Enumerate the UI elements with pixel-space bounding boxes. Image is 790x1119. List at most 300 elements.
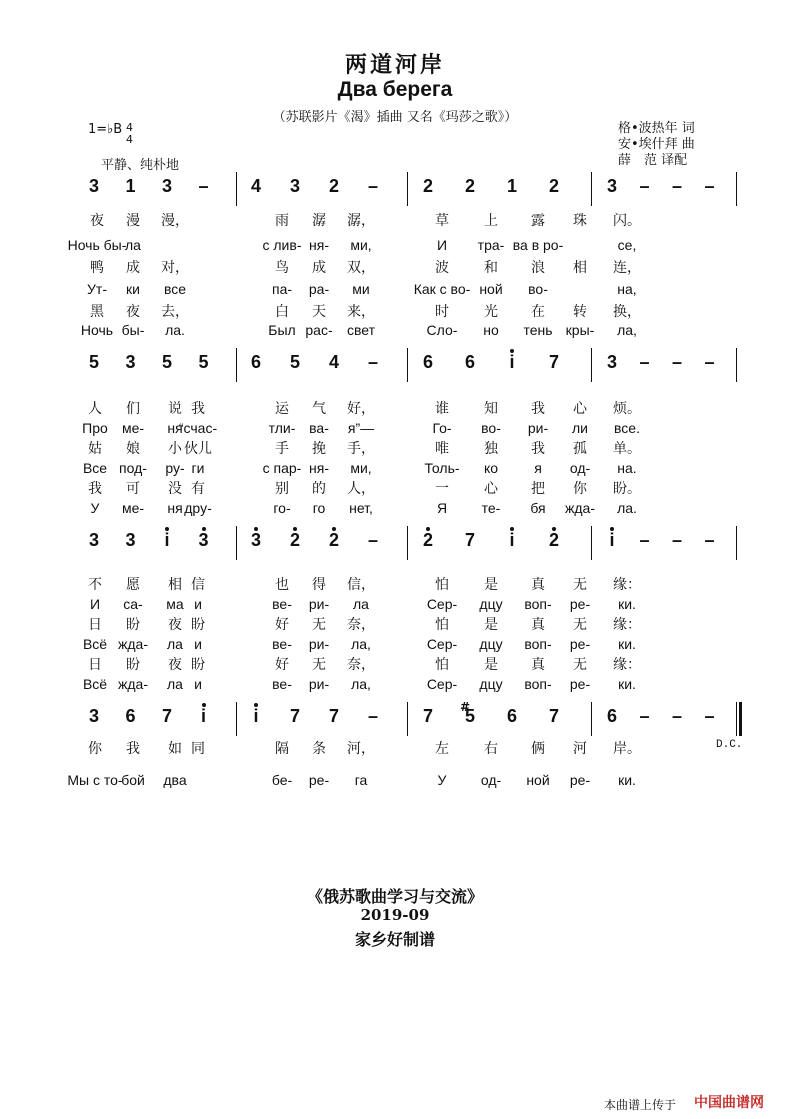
lyric-syllable: ру- xyxy=(165,460,185,476)
lyric-syllable: 夜 xyxy=(168,616,182,632)
lyric-syllable: 盼 xyxy=(126,616,140,632)
lyric-syllable: 信 xyxy=(191,576,205,592)
note: 6 xyxy=(125,706,136,726)
lyric-syllable: 无 xyxy=(312,656,326,672)
lyric-syllable: 心 xyxy=(573,400,587,416)
lyric-syllable: все. xyxy=(614,420,640,436)
lyric-syllable: 成 xyxy=(312,259,326,275)
lyric-syllable: 我 xyxy=(126,740,140,756)
lyric-syllable: 运 xyxy=(275,400,289,416)
lyric-syllable: 好 xyxy=(275,616,289,632)
lyric-syllable: воп- xyxy=(524,596,552,612)
lyric-syllable: ре- xyxy=(569,596,591,612)
lyric-syllable: 人 xyxy=(88,400,102,416)
subtitle: （苏联影片《渴》插曲 又名《玛莎之歌》） xyxy=(272,110,518,125)
time-signature-top: 4 xyxy=(126,121,133,134)
lyric-syllable: 愿 xyxy=(126,576,140,592)
lyric-syllable: 双， xyxy=(347,259,375,275)
lyric-syllable: 相 xyxy=(573,259,587,275)
note: 6 xyxy=(464,352,475,372)
lyric-syllable: 是 xyxy=(484,616,498,632)
lyric-syllable: 奈， xyxy=(347,616,375,632)
dash-extension: – xyxy=(639,706,650,726)
dash-extension: – xyxy=(671,352,682,372)
title-russian: Два берега xyxy=(337,78,453,101)
credit-lyricist: 格•波热年 词 xyxy=(618,121,695,136)
lyric-syllable: и xyxy=(194,636,202,652)
dash-extension: – xyxy=(671,706,682,726)
lyric-syllable: ла xyxy=(353,596,369,612)
lyric-syllable: 漫， xyxy=(161,212,189,228)
lyric-syllable: на, xyxy=(617,281,637,297)
lyric-syllable: 我 xyxy=(88,480,102,496)
lyric-syllable: Сер- xyxy=(426,636,458,652)
bar-line xyxy=(407,702,408,736)
bar-line xyxy=(591,172,592,206)
note: 3 xyxy=(125,352,136,372)
lyric-syllable: с пар- xyxy=(262,460,302,476)
lyric-syllable: го- xyxy=(273,500,291,516)
lyric-syllable: 浪 xyxy=(531,259,545,275)
note: 3 xyxy=(289,176,300,196)
lyric-syllable: Толь- xyxy=(424,460,460,476)
lyric-syllable: 漫 xyxy=(126,212,140,228)
dash-extension: – xyxy=(639,176,650,196)
lyric-syllable: 相 xyxy=(168,576,182,592)
dash-extension: – xyxy=(671,530,682,550)
lyric-syllable: ной xyxy=(479,281,503,297)
credits xyxy=(618,121,695,169)
footer-date: 2019-09 xyxy=(360,906,430,924)
lyric-syllable: жда- xyxy=(118,636,148,652)
note: 3 xyxy=(125,530,136,550)
lyric-syllable: 别 xyxy=(275,480,289,496)
lyric-syllable: 无 xyxy=(312,616,326,632)
lyric-syllable: 俩 xyxy=(531,740,545,756)
note: 2 xyxy=(289,530,300,550)
lyric-syllable: 转 xyxy=(573,303,587,319)
lyric-syllable: на. xyxy=(617,460,637,476)
lyric-syllable: 小 xyxy=(168,440,182,456)
lyric-syllable: ве- xyxy=(272,636,292,652)
note: 5 xyxy=(88,352,99,372)
lyric-syllable: ла, xyxy=(617,322,637,338)
note: 4 xyxy=(250,176,261,196)
lyric-syllable: те- xyxy=(481,500,501,516)
lyric-syllable: ми, xyxy=(350,460,372,476)
lyric-syllable: Всё xyxy=(82,676,108,692)
lyric-syllable: 一 xyxy=(435,480,449,496)
lyric-syllable: ки. xyxy=(618,636,636,652)
lyric-syllable: 你 xyxy=(88,740,102,756)
site-brand: 中国曲谱网 xyxy=(694,1095,764,1111)
lyric-syllable: 盼 xyxy=(191,656,205,672)
note: 2 xyxy=(422,176,433,196)
note: 3 xyxy=(88,530,99,550)
lyric-syllable: Как с во- xyxy=(413,281,471,297)
lyric-syllable: ве- xyxy=(272,596,292,612)
lyric-syllable: 缘： xyxy=(613,616,641,632)
dash-extension: – xyxy=(367,176,378,196)
lyric-syllable: дру- xyxy=(184,500,212,516)
lyric-syllable: И xyxy=(89,596,101,612)
lyric-syllable: Мы с то- xyxy=(67,772,123,788)
lyric-syllable: 成 xyxy=(126,259,140,275)
lyric-syllable: 右 xyxy=(484,740,498,756)
lyric-syllable: 时 xyxy=(435,303,449,319)
note: 3 xyxy=(606,176,617,196)
final-bar-line xyxy=(739,702,742,736)
lyric-syllable: У xyxy=(90,500,100,516)
lyric-syllable: ла xyxy=(167,676,183,692)
lyric-syllable: Я xyxy=(436,500,448,516)
note: 7 xyxy=(289,706,300,726)
note: i xyxy=(509,352,515,372)
lyric-syllable: 黑 xyxy=(90,303,104,319)
lyric-syllable: тра- xyxy=(477,237,505,253)
bar-line xyxy=(407,348,408,382)
lyric-syllable: 你 xyxy=(573,480,587,496)
dash-extension: – xyxy=(704,530,715,550)
bar-line xyxy=(591,348,592,382)
lyric-syllable: ной xyxy=(526,772,550,788)
lyric-syllable: 们 xyxy=(126,400,140,416)
lyric-syllable: ва в ро- xyxy=(512,237,564,253)
lyric-syllable: 谁 xyxy=(435,400,449,416)
lyric-syllable: 夜 xyxy=(168,656,182,672)
note: 5 xyxy=(161,352,172,372)
lyric-syllable: 无 xyxy=(573,656,587,672)
bar-line xyxy=(236,526,237,560)
lyric-syllable: ня- xyxy=(309,460,329,476)
bar-line xyxy=(407,526,408,560)
lyric-syllable: 换， xyxy=(613,303,641,319)
lyric-syllable: 上 xyxy=(484,212,498,228)
note: 7 xyxy=(548,706,559,726)
lyric-syllable: 好 xyxy=(275,656,289,672)
lyric-syllable: са- xyxy=(123,596,143,612)
lyric-syllable: 是 xyxy=(484,576,498,592)
lyric-syllable: га xyxy=(354,772,368,788)
lyric-syllable: 有 xyxy=(191,480,205,496)
lyric-syllable: 单。 xyxy=(613,440,641,456)
lyric-syllable: ми xyxy=(352,281,370,297)
lyric-syllable: 白 xyxy=(275,303,289,319)
lyric-syllable: 日 xyxy=(88,656,102,672)
lyric-syllable: 人， xyxy=(347,480,375,496)
lyric-syllable: Сер- xyxy=(426,676,458,692)
lyric-syllable: 我 xyxy=(531,400,545,416)
lyric-syllable: Все xyxy=(82,460,108,476)
lyric-syllable: 气 xyxy=(312,400,326,416)
lyric-syllable: ве- xyxy=(272,676,292,692)
bar-line xyxy=(236,348,237,382)
lyric-syllable: тень xyxy=(523,322,553,338)
lyric-syllable: 得 xyxy=(312,576,326,592)
lyric-syllable: 手 xyxy=(275,440,289,456)
lyric-syllable: 波 xyxy=(435,259,449,275)
lyric-syllable: 真 xyxy=(531,616,545,632)
lyric-syllable: 岸。 xyxy=(613,740,641,756)
lyric-syllable: 条 xyxy=(312,740,326,756)
lyric-syllable: У xyxy=(437,772,447,788)
lyric-syllable: и xyxy=(194,596,202,612)
lyric-syllable: ла, xyxy=(351,636,371,652)
tempo-marking: 平静、纯朴地 xyxy=(101,158,180,173)
lyric-syllable: ми, xyxy=(350,237,372,253)
lyric-syllable: бя xyxy=(530,500,546,516)
lyric-syllable: ре- xyxy=(569,772,591,788)
lyric-syllable: 河 xyxy=(573,740,587,756)
dash-extension: – xyxy=(367,706,378,726)
dash-extension: – xyxy=(704,352,715,372)
note: 3 xyxy=(88,706,99,726)
bar-line xyxy=(736,702,737,736)
lyric-syllable: 我 xyxy=(191,400,205,416)
note: 1 xyxy=(506,176,517,196)
lyric-syllable: 孤 xyxy=(573,440,587,456)
lyric-syllable: 盼。 xyxy=(613,480,641,496)
note: 7 xyxy=(422,706,433,726)
credit-translator: 薛 范 译配 xyxy=(618,153,688,168)
lyric-syllable: 独 xyxy=(484,440,498,456)
lyric-syllable: 可 xyxy=(126,480,140,496)
note: 3 xyxy=(198,530,209,550)
lyric-syllable: с лив- xyxy=(262,237,302,253)
note: 4 xyxy=(328,352,339,372)
lyric-syllable: “счас- xyxy=(178,420,218,436)
note: i xyxy=(609,530,615,550)
note: 3 xyxy=(161,176,172,196)
lyric-syllable: 同 xyxy=(191,740,205,756)
lyric-syllable: Про xyxy=(82,420,108,436)
title-chinese: 两道河岸 xyxy=(344,52,445,78)
bar-line xyxy=(736,348,737,382)
lyric-syllable: во- xyxy=(481,420,501,436)
bar-line xyxy=(736,172,737,206)
lyric-syllable: жда- xyxy=(118,676,148,692)
lyric-syllable: ки xyxy=(126,281,140,297)
lyric-syllable: 真 xyxy=(531,656,545,672)
lyric-syllable: 的 xyxy=(312,480,326,496)
lyric-syllable: 去， xyxy=(161,303,189,319)
note: i xyxy=(164,530,170,550)
dash-extension: – xyxy=(639,530,650,550)
bar-line xyxy=(591,702,592,736)
lyric-syllable: ки. xyxy=(618,596,636,612)
lyric-syllable: 盼 xyxy=(126,656,140,672)
lyric-syllable: но xyxy=(483,322,499,338)
note: 7 xyxy=(161,706,172,726)
lyric-syllable: 我 xyxy=(531,440,545,456)
note: i xyxy=(253,706,259,726)
lyric-syllable: ме- xyxy=(121,500,145,516)
lyric-syllable: 露 xyxy=(531,212,545,228)
lyric-syllable: 珠 xyxy=(573,212,587,228)
lyric-syllable: два xyxy=(163,772,187,788)
note: i xyxy=(509,530,515,550)
lyric-syllable: 没 xyxy=(168,480,182,496)
lyric-syllable: од- xyxy=(569,460,591,476)
lyric-syllable: я”— xyxy=(347,420,375,436)
lyric-syllable: ри- xyxy=(308,636,330,652)
lyric-syllable: ки. xyxy=(618,772,636,788)
footer-maker: 家乡好制谱 xyxy=(354,930,435,949)
lyric-syllable: 伙儿 xyxy=(184,440,212,456)
lyric-syllable: воп- xyxy=(524,676,552,692)
lyric-syllable: Ночь бы- xyxy=(67,237,127,253)
dash-extension: – xyxy=(671,176,682,196)
lyric-syllable: воп- xyxy=(524,636,552,652)
note: 7 xyxy=(328,706,339,726)
lyric-syllable: па- xyxy=(271,281,293,297)
upload-note: 本曲谱上传于 xyxy=(604,1098,677,1112)
lyric-syllable: ме- xyxy=(121,420,145,436)
lyric-syllable: 盼 xyxy=(191,616,205,632)
lyric-syllable: 天 xyxy=(312,303,326,319)
lyric-syllable: 潺 xyxy=(312,212,326,228)
note: 6 xyxy=(422,352,433,372)
lyric-syllable: 烦。 xyxy=(613,400,641,416)
lyric-syllable: ла xyxy=(125,237,141,253)
lyric-syllable: Ночь xyxy=(80,322,114,338)
lyric-syllable: свет xyxy=(346,322,375,338)
lyric-syllable: 在 xyxy=(531,303,545,319)
note: 2 xyxy=(328,530,339,550)
lyric-syllable: Сер- xyxy=(426,596,458,612)
dash-extension: – xyxy=(198,176,209,196)
lyric-syllable: 河， xyxy=(347,740,375,756)
note: 6 xyxy=(506,706,517,726)
note: 2 xyxy=(328,176,339,196)
lyric-syllable: 奈， xyxy=(347,656,375,672)
lyric-syllable: 如 xyxy=(168,740,182,756)
lyric-syllable: ре- xyxy=(308,772,330,788)
lyric-syllable: од- xyxy=(480,772,502,788)
lyric-syllable: 鸟 xyxy=(275,259,289,275)
lyric-syllable: ри- xyxy=(308,676,330,692)
lyric-syllable: во- xyxy=(528,281,548,297)
lyric-syllable: 是 xyxy=(484,656,498,672)
lyric-syllable: 夜 xyxy=(126,303,140,319)
dash-extension: – xyxy=(704,176,715,196)
lyric-syllable: я xyxy=(534,460,542,476)
note: 3 xyxy=(606,352,617,372)
lyric-syllable: 日 xyxy=(88,616,102,632)
lyric-syllable: 无 xyxy=(573,576,587,592)
lyric-syllable: 说 xyxy=(168,400,182,416)
sharp-sign: # xyxy=(460,700,471,714)
lyric-syllable: ня- xyxy=(309,237,329,253)
note: i xyxy=(200,706,206,726)
lyric-syllable: 和 xyxy=(484,259,498,275)
dash-extension: – xyxy=(639,352,650,372)
lyric-syllable: 草 xyxy=(435,212,449,228)
credit-composer: 安•埃什拜 曲 xyxy=(618,137,695,152)
lyric-syllable: 不 xyxy=(88,576,102,592)
lyric-syllable: 手， xyxy=(347,440,375,456)
dash-extension: – xyxy=(367,352,378,372)
lyric-syllable: ри- xyxy=(308,596,330,612)
lyric-syllable: 无 xyxy=(573,616,587,632)
lyric-syllable: 挽 xyxy=(312,440,326,456)
note: 2 xyxy=(464,176,475,196)
note: 5 xyxy=(464,706,475,726)
lyric-syllable: дцу xyxy=(479,636,503,652)
lyric-syllable: ре- xyxy=(569,676,591,692)
lyric-syllable: Го- xyxy=(432,420,452,436)
lyric-syllable: кры- xyxy=(565,322,595,338)
lyric-syllable: 怕 xyxy=(435,616,449,632)
lyric-syllable: ре- xyxy=(569,636,591,652)
lyric-syllable: 来， xyxy=(347,303,375,319)
lyric-syllable: ня xyxy=(167,420,183,436)
note: 2 xyxy=(548,530,559,550)
lyric-syllable: 也 xyxy=(275,576,289,592)
lyric-syllable: ра- xyxy=(308,281,330,297)
dash-extension: – xyxy=(367,530,378,550)
lyric-syllable: 唯 xyxy=(435,440,449,456)
lyric-syllable: ги xyxy=(191,460,205,476)
lyric-syllable: дцу xyxy=(479,596,503,612)
lyric-syllable: ла. xyxy=(165,322,185,338)
da-capo-marking: D.C. xyxy=(716,739,743,751)
note: 3 xyxy=(88,176,99,196)
lyric-syllable: 夜 xyxy=(90,212,104,228)
lyric-syllable: 雨 xyxy=(275,212,289,228)
note: 7 xyxy=(464,530,475,550)
lyric-syllable: 真 xyxy=(531,576,545,592)
lyric-syllable: 闪。 xyxy=(613,212,641,228)
bar-line xyxy=(736,526,737,560)
lyric-syllable: 潺， xyxy=(347,212,375,228)
lyric-syllable: го xyxy=(312,500,326,516)
lyric-syllable: 对， xyxy=(161,259,189,275)
lyric-syllable: все xyxy=(163,281,187,297)
lyric-syllable: 怕 xyxy=(435,656,449,672)
lyric-syllable: тли- xyxy=(268,420,296,436)
time-signature xyxy=(126,122,133,146)
bar-line xyxy=(236,172,237,206)
lyric-syllable: 隔 xyxy=(275,740,289,756)
note: 2 xyxy=(548,176,559,196)
lyric-syllable: 鸭 xyxy=(90,259,104,275)
lyric-syllable: ки. xyxy=(618,676,636,692)
lyric-syllable: 怕 xyxy=(435,576,449,592)
lyric-syllable: рас- xyxy=(305,322,333,338)
footer-source: 《俄苏歌曲学习与交流》 xyxy=(306,887,483,906)
lyric-syllable: ва- xyxy=(309,420,329,436)
lyric-syllable: 姑 xyxy=(88,440,102,456)
bar-line xyxy=(591,526,592,560)
note: 7 xyxy=(548,352,559,372)
note: 1 xyxy=(125,176,136,196)
lyric-syllable: 缘： xyxy=(613,576,641,592)
lyric-syllable: жда- xyxy=(565,500,595,516)
lyric-syllable: 缘： xyxy=(613,656,641,672)
lyric-syllable: 光 xyxy=(484,303,498,319)
lyric-syllable: Сло- xyxy=(426,322,458,338)
lyric-syllable: 左 xyxy=(435,740,449,756)
lyric-syllable: ла xyxy=(167,636,183,652)
lyric-syllable: бы- xyxy=(121,322,145,338)
lyric-syllable: ла. xyxy=(617,500,637,516)
lyric-syllable: Ут- xyxy=(87,281,107,297)
lyric-syllable: ко xyxy=(483,460,499,476)
lyric-syllable: И xyxy=(436,237,448,253)
note: 5 xyxy=(198,352,209,372)
lyric-syllable: 把 xyxy=(531,480,545,496)
